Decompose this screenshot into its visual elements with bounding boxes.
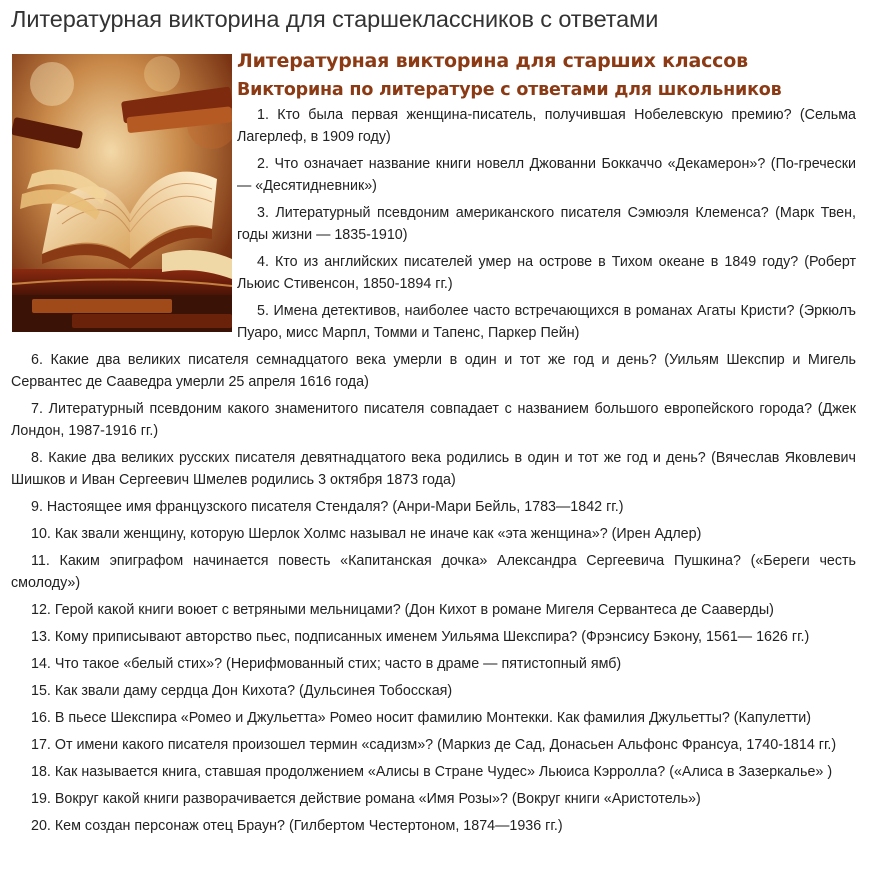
page-title: Литературная викторина для старшеклассников с ответами [11,6,659,32]
article-body [11,46,856,842]
quiz-question: 6. Какие два великих писателя семнадцатого века умерли в один и тот же год и день? (Уильям Шекспир и Мигель Сервантес де Сааведра умерли 25 апреля 1616 года) [11,352,856,390]
quiz-question: 10. Как звали женщину, которую Шерлок Холмс называл не иначе как «эта женщина»? (Ирен Адлер) [31,526,702,542]
quiz-question: 20. Кем создан персонаж отец Браун? (Гилбертом Честертоном, 1874—1936 гг.) [31,818,563,834]
quiz-question: 1. Кто была первая женщина-писатель, получившая Нобелевскую премию? (Сельма Лагерлеф, в 1909 году) [237,107,856,145]
article-heading: Литературная викторина для старших классов [237,50,748,72]
article-subheading: Викторина по литературе с ответами для школьников [237,80,782,100]
quiz-question: 16. В пьесе Шекспира «Ромео и Джульетта» Ромео носит фамилию Монтекки. Как фамилия Джульетты? (Капулетти) [31,710,812,726]
quiz-question: 17. От имени какого писателя произошел термин «садизм»? (Маркиз де Сад, Донасьен Альфонс Франсуа, 1740-1814 гг.) [31,737,837,753]
quiz-question: 19. Вокруг какой книги разворачивается действие романа «Имя Розы»? (Вокруг книги «Аристотель») [31,791,701,807]
quiz-question: 8. Какие два великих русских писателя девятнадцатого века родились в один и тот же год и день? (Вячеслав Яковлевич Шишков и Иван Сергеевич Шмелев родились 3 октября 1873 года) [11,450,856,488]
quiz-question: 18. Как называется книга, ставшая продолжением «Алисы в Стране Чудес» Льюиса Кэрролла? («Алиса в Зазеркалье» ) [31,764,833,780]
quiz-question: 3. Литературный псевдоним американского писателя Сэмюэля Клеменса? (Марк Твен, годы жизни — 1835-1910) [237,205,856,243]
quiz-question: 4. Кто из английских писателей умер на острове в Тихом океане в 1849 году? (Роберт Льюис Стивенсон, 1850-1894 гг.) [237,254,856,292]
quiz-question: 9. Настоящее имя французского писателя Стендаля? (Анри-Мари Бейль, 1783—1842 гг.) [31,499,624,515]
quiz-question: 13. Кому приписывают авторство пьес, подписанных именем Уильяма Шекспира? (Фрэнсису Бэкону, 1561— 1626 гг.) [31,629,810,645]
quiz-question: 12. Герой какой книги воюет с ветряными мельницами? (Дон Кихот в романе Мигеля Сервантеса де Сааверды) [31,602,774,618]
quiz-question: 7. Литературный псевдоним какого знаменитого писателя совпадает с названием большого европейского города? (Джек Лондон, 1987-1916 гг.) [11,401,856,439]
quiz-question: 11. Каким эпиграфом начинается повесть «Капитанская дочка» Александра Сергеевича Пушкина? («Береги честь смолоду») [11,553,856,591]
quiz-question: 5. Имена детективов, наиболее часто встречающихся в романах Агаты Кристи? (Эркюлъ Пуаро, мисс Марпл, Томми и Тапенс, Паркер Пейн) [237,303,856,341]
quiz-question: 15. Как звали даму сердца Дон Кихота? (Дульсинея Тобосская) [31,683,453,699]
quiz-question: 14. Что такое «белый стих»? (Нерифмованный стих; часто в драме — пятистопный ямб) [31,656,622,672]
quiz-question: 2. Что означает название книги новелл Джованни Боккаччо «Декамерон»? (По-гречески — «Десятидневник») [237,156,856,194]
